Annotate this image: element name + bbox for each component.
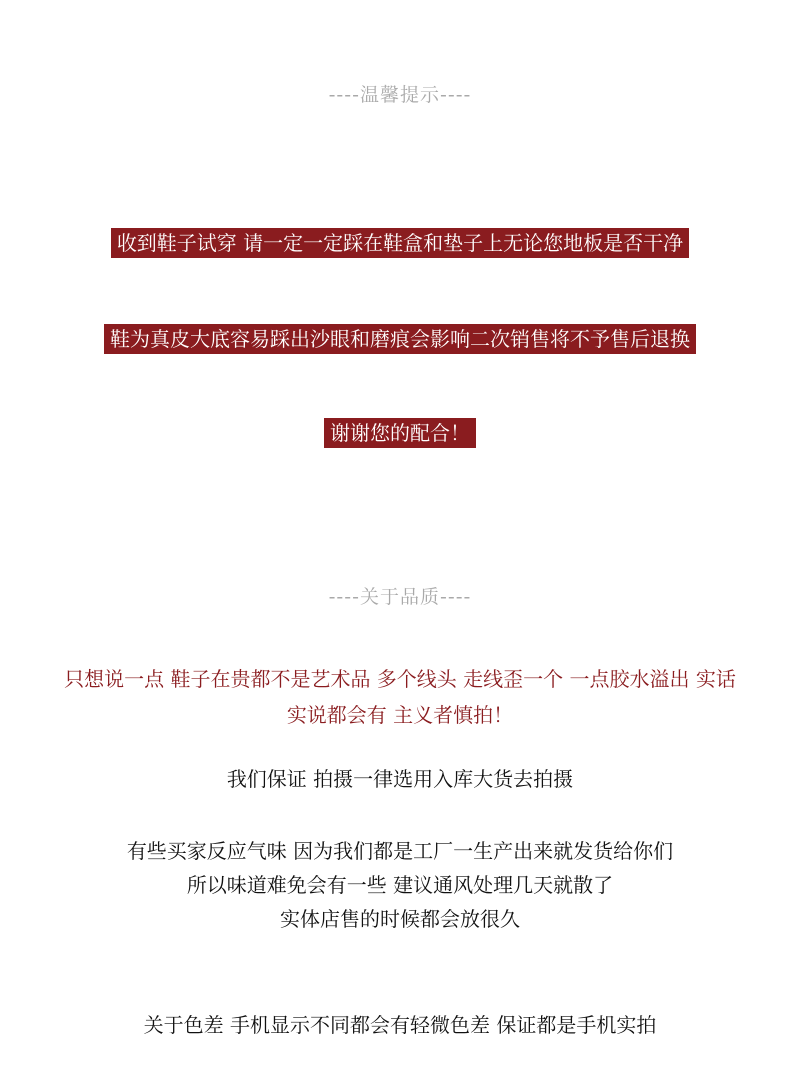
notice-line-2-text: 鞋为真皮大底容易踩出沙眼和磨痕会影响二次销售将不予售后退换 [104,324,696,354]
notice-line-3-text: 谢谢您的配合！ [324,418,476,448]
color-difference-line: 关于色差 手机显示不同都会有轻微色差 保证都是手机实拍 [143,1013,657,1037]
smell-line-1: 有些买家反应气味 因为我们都是工厂一生产出来就发货给你们 [126,839,674,863]
quality-warning-line-1: 只想说一点 鞋子在贵都不是艺术品 多个线头 走线歪一个 一点胶水溢出 实话 [64,667,736,691]
notice-header: ----温馨提示---- [328,84,472,106]
notice-line-3 [0,418,800,448]
notice-line-1-text: 收到鞋子试穿 请一定一定踩在鞋盒和垫子上无论您地板是否干净 [111,228,689,258]
smell-line-3: 实体店售的时候都会放很久 [280,907,520,931]
notice-line-1 [0,228,800,258]
photo-guarantee-line: 我们保证 拍摄一律选用入库大货去拍摄 [226,767,574,791]
quality-warning-line-2: 实说都会有 主义者慎拍！ [286,703,514,727]
smell-line-2: 所以味道难免会有一些 建议通风处理几天就散了 [186,873,614,897]
notice-line-2 [0,324,800,354]
quality-header: ----关于品质---- [328,586,472,608]
